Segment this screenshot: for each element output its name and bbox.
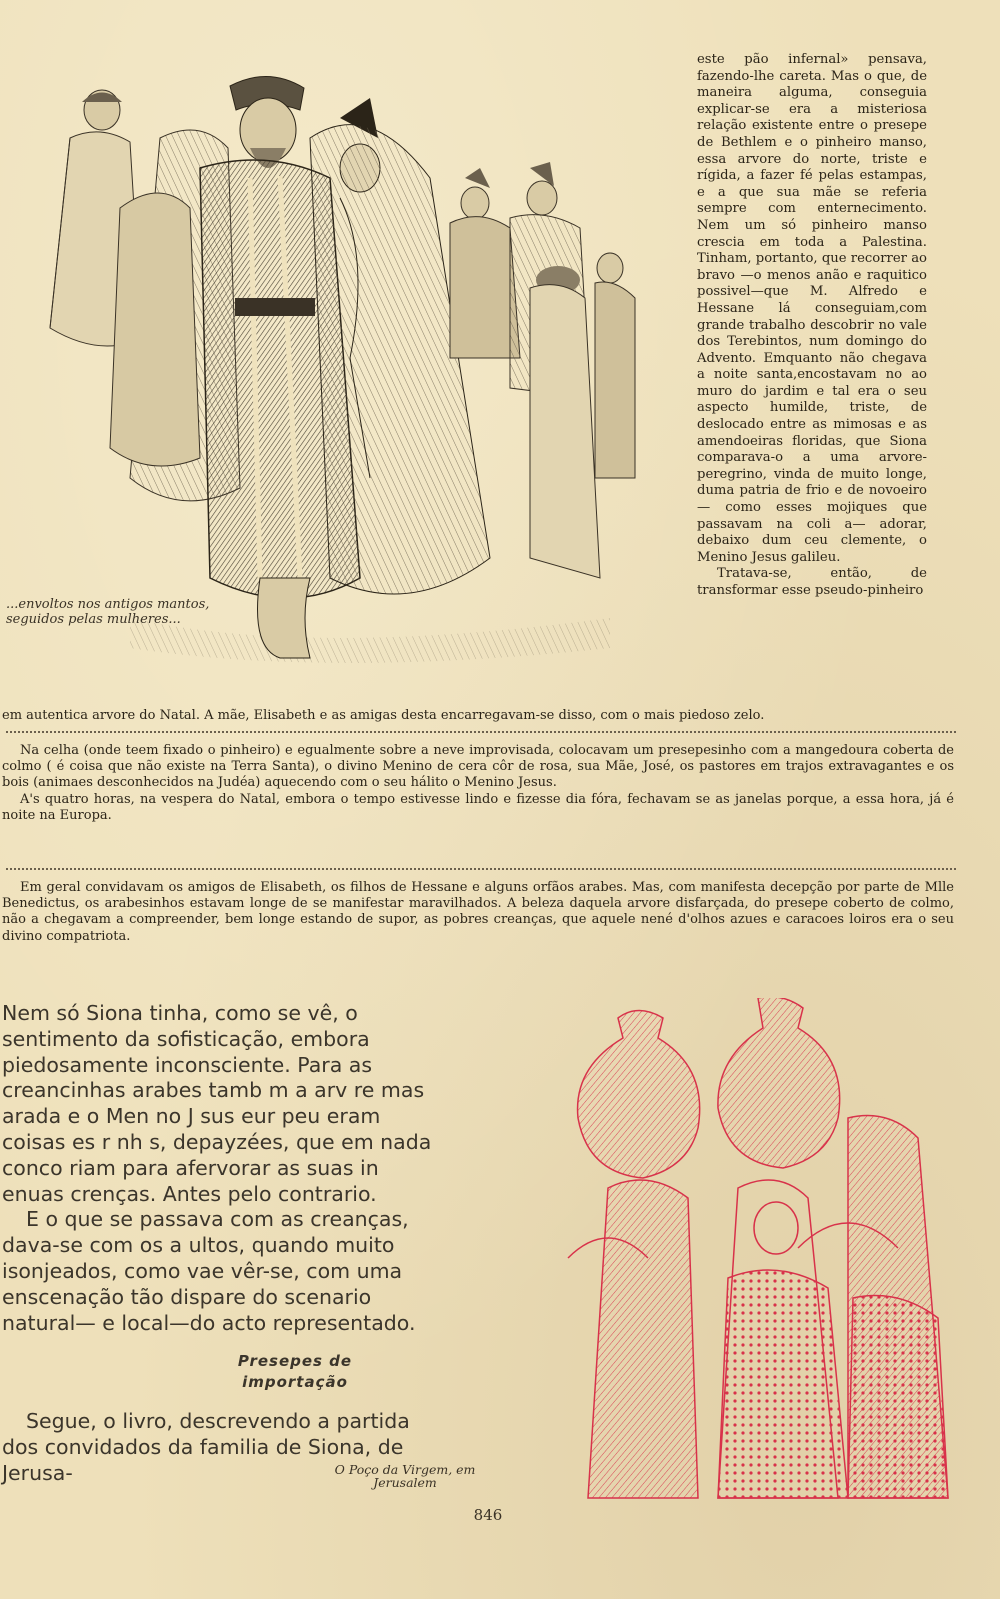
procession-illustration [10, 58, 652, 670]
right-column-paragraph: Tratava-se, então, de transformar esse pseudo-pinheiro [697, 566, 927, 598]
wide-paragraph-1 [2, 708, 954, 724]
dotted-divider [6, 731, 956, 737]
wide-text: Em geral convidavam os amigos de Elisabeth, os filhos de Hessane e alguns orfãos arabes. Mas, com manifesta decepção por parte de Mlle Benedictus, os arabesinhos estavam longe de se manifestar maravilhados. A beleza daquela arvore disfarçada, do presepe coberto de colmo, não a chegavam a compreender, bem longe estando de supor, as pobres creanças, que aquele nené d'olhos azues e caracoes loiros era o seu divino compatriota. [2, 880, 954, 944]
large-text-block [2, 1001, 447, 1336]
wide-paragraph-2 [2, 743, 954, 824]
right-text-column [697, 52, 927, 600]
large-paragraph: Nem só Siona tinha, como se vê, o sentimento da sofisticação, embora piedosamente inconsciente. Para as creancinhas arabes tamb m a arv re mas arada e o Men no J sus eur peu eram coisas es r nh s, depayzées, que em nada conco riam para afervorar as suas in enuas crenças. Antes pelo contrario. [2, 1001, 432, 1206]
top-illustration-caption: ...envoltos nos antigos mantos, seguidos pelas mulheres... [6, 597, 210, 627]
section-subheading: Presepes de importação [237, 1352, 353, 1391]
dotted-divider [6, 868, 956, 874]
wide-paragraph-3 [2, 880, 954, 945]
right-column-paragraph: este pão infernal» pensava, fazendo-lhe careta. Mas o que, de maneira alguma, conseguia explicar-se era a misteriosa relação existente entre o presepe de Bethlem e o pinheiro manso, essa arvore do norte, triste e rígida, a fazer fé pelas estampas, e a que sua mãe se referia sempre com enternecimento. Nem um só pinheiro manso crescia em toda a Palestina. Tinham, portanto, que recorrer ao bravo —o menos anão e raquitico possivel—que M. Alfredo e Hessane lá conseguiam,com grande trabalho descobrir no vale dos Terebintos, num domingo do Advento. Emquanto não chegava a noite santa,encostavam no ao muro do jardim e tal era o seu aspecto humilde, triste, de deslocado entre as mimosas e as amendoeiras floridas, que Siona comparava-o a uma arvore-peregrino, vinda de muito longe, duma patria de frio e de novoeiro— como esses mojiques que passavam na coli a— adorar, debaixo dum ceu clemente, o Menino Jesus galileu. [697, 52, 927, 565]
large-paragraph: Segue, o livro, descrevendo a partida dos convidados da familia de Siona, de Jerusa- [2, 1409, 410, 1485]
large-paragraph: E o que se passava com as creanças, dava-se com os a ultos, quando muito isonjeados, como vae vêr-se, com uma enscenação tão dispare do scenario natural— e local—do acto representado. [2, 1207, 416, 1335]
page-number: 846 [473, 1506, 503, 1524]
wide-text: Na celha (onde teem fixado o pinheiro) e egualmente sobre a neve improvisada, colocavam um presepesinho com a mangedoura coberta de colmo ( é coisa que não existe na Terra Santa), o divino Menino de cera côr de rosa, sua Mãe, José, os pastores em trajos extravagantes e os bois (animaes desconhecidos na Judéa) aquecendo com o seu hálito o Menino Jesus. [2, 743, 954, 791]
water-jar-right [718, 998, 840, 1168]
well-illustration [548, 998, 968, 1504]
wide-text: em autentica arvore do Natal. A mãe, Elisabeth e as amigas desta encarregavam-se disso, com o mais piedoso zelo. [2, 708, 765, 723]
well-illustration-caption: O Poço da Virgem, em Jerusalem [334, 1462, 476, 1490]
dotted-dress [718, 1270, 848, 1498]
dotted-skirt [848, 1296, 948, 1499]
figure-woman-left [588, 1180, 698, 1498]
water-jar-left [578, 1011, 700, 1179]
woman-face [754, 1202, 798, 1254]
wide-text: A's quatro horas, na vespera do Natal, embora o tempo estivesse lindo e fizesse dia fóra, fechavam se as janelas porque, a essa hora, já é noite na Europa. [2, 791, 954, 823]
